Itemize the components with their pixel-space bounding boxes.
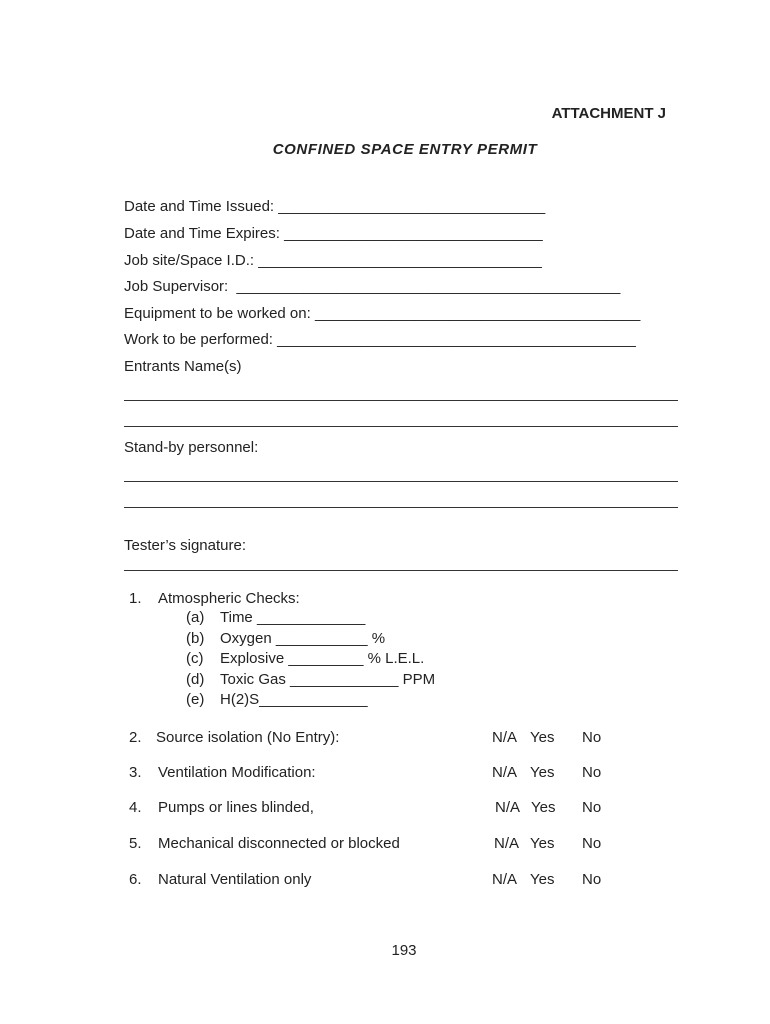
option-yes[interactable]: Yes: [530, 835, 555, 852]
check-number: 2.: [129, 729, 142, 746]
job-supervisor-field[interactable]: Job Supervisor: ______________________________________________: [124, 278, 621, 295]
check-number: 6.: [129, 871, 142, 888]
atmospheric-item-time[interactable]: (a) Time _____________: [186, 609, 366, 626]
entrants-line-1[interactable]: [124, 400, 678, 401]
work-performed-field[interactable]: Work to be performed: ___________________________________________: [124, 331, 636, 348]
option-no[interactable]: No: [582, 835, 602, 852]
option-yes[interactable]: Yes: [531, 799, 556, 816]
check-label: Ventilation Modification:: [158, 764, 316, 781]
atmospheric-checks-label: Atmospheric Checks:: [158, 590, 300, 607]
check-number: 5.: [129, 835, 142, 852]
option-no[interactable]: No: [582, 871, 602, 888]
date-time-issued-field[interactable]: Date and Time Issued: ________________________________: [124, 198, 546, 215]
atmospheric-item-oxygen[interactable]: (b) Oxygen ___________ %: [186, 629, 386, 647]
option-no[interactable]: No: [582, 729, 602, 746]
atmospheric-number: 1.: [129, 590, 142, 607]
check-label: Source isolation (No Entry):: [156, 729, 340, 746]
job-site-space-id-field[interactable]: Job site/Space I.D.: __________________________________: [124, 252, 542, 269]
page-title: CONFINED SPACE ENTRY PERMIT: [272, 141, 538, 158]
tester-signature-line[interactable]: [124, 570, 678, 571]
check-number: 3.: [129, 764, 142, 781]
atmospheric-item-h2s[interactable]: (e) H(2)S_____________: [186, 691, 368, 708]
option-no[interactable]: No: [582, 764, 602, 781]
atmospheric-item-explosive[interactable]: (c) Explosive _________ % L.E.L.: [186, 650, 425, 667]
option-yes[interactable]: Yes: [530, 764, 555, 781]
option-na[interactable]: N/A: [492, 871, 518, 888]
entrants-names-label: Entrants Name(s): [124, 358, 242, 375]
equipment-field[interactable]: Equipment to be worked on: _______________________________________: [124, 305, 641, 322]
standby-personnel-label: Stand-by personnel:: [124, 439, 259, 456]
option-na[interactable]: N/A: [494, 835, 520, 852]
option-na[interactable]: N/A: [492, 764, 518, 781]
standby-line-1[interactable]: [124, 481, 678, 482]
check-number: 4.: [129, 799, 142, 816]
option-yes[interactable]: Yes: [530, 729, 555, 746]
date-time-expires-field[interactable]: Date and Time Expires: _______________________________: [124, 225, 543, 242]
option-na[interactable]: N/A: [495, 799, 521, 816]
entrants-line-2[interactable]: [124, 426, 678, 427]
check-label: Natural Ventilation only: [158, 871, 312, 888]
atmospheric-item-toxic-gas[interactable]: (d) Toxic Gas _____________ PPM: [186, 670, 436, 688]
check-label: Mechanical disconnected or blocked: [158, 835, 400, 852]
page-number: 193: [391, 942, 417, 959]
option-na[interactable]: N/A: [492, 729, 518, 746]
tester-signature-label: Tester’s signature:: [124, 537, 247, 554]
option-yes[interactable]: Yes: [530, 871, 555, 888]
attachment-label: ATTACHMENT J: [551, 105, 666, 122]
check-label: Pumps or lines blinded,: [158, 799, 314, 816]
atmospheric-checks-list: [186, 608, 435, 711]
standby-line-2[interactable]: [124, 507, 678, 508]
option-no[interactable]: No: [582, 799, 602, 816]
